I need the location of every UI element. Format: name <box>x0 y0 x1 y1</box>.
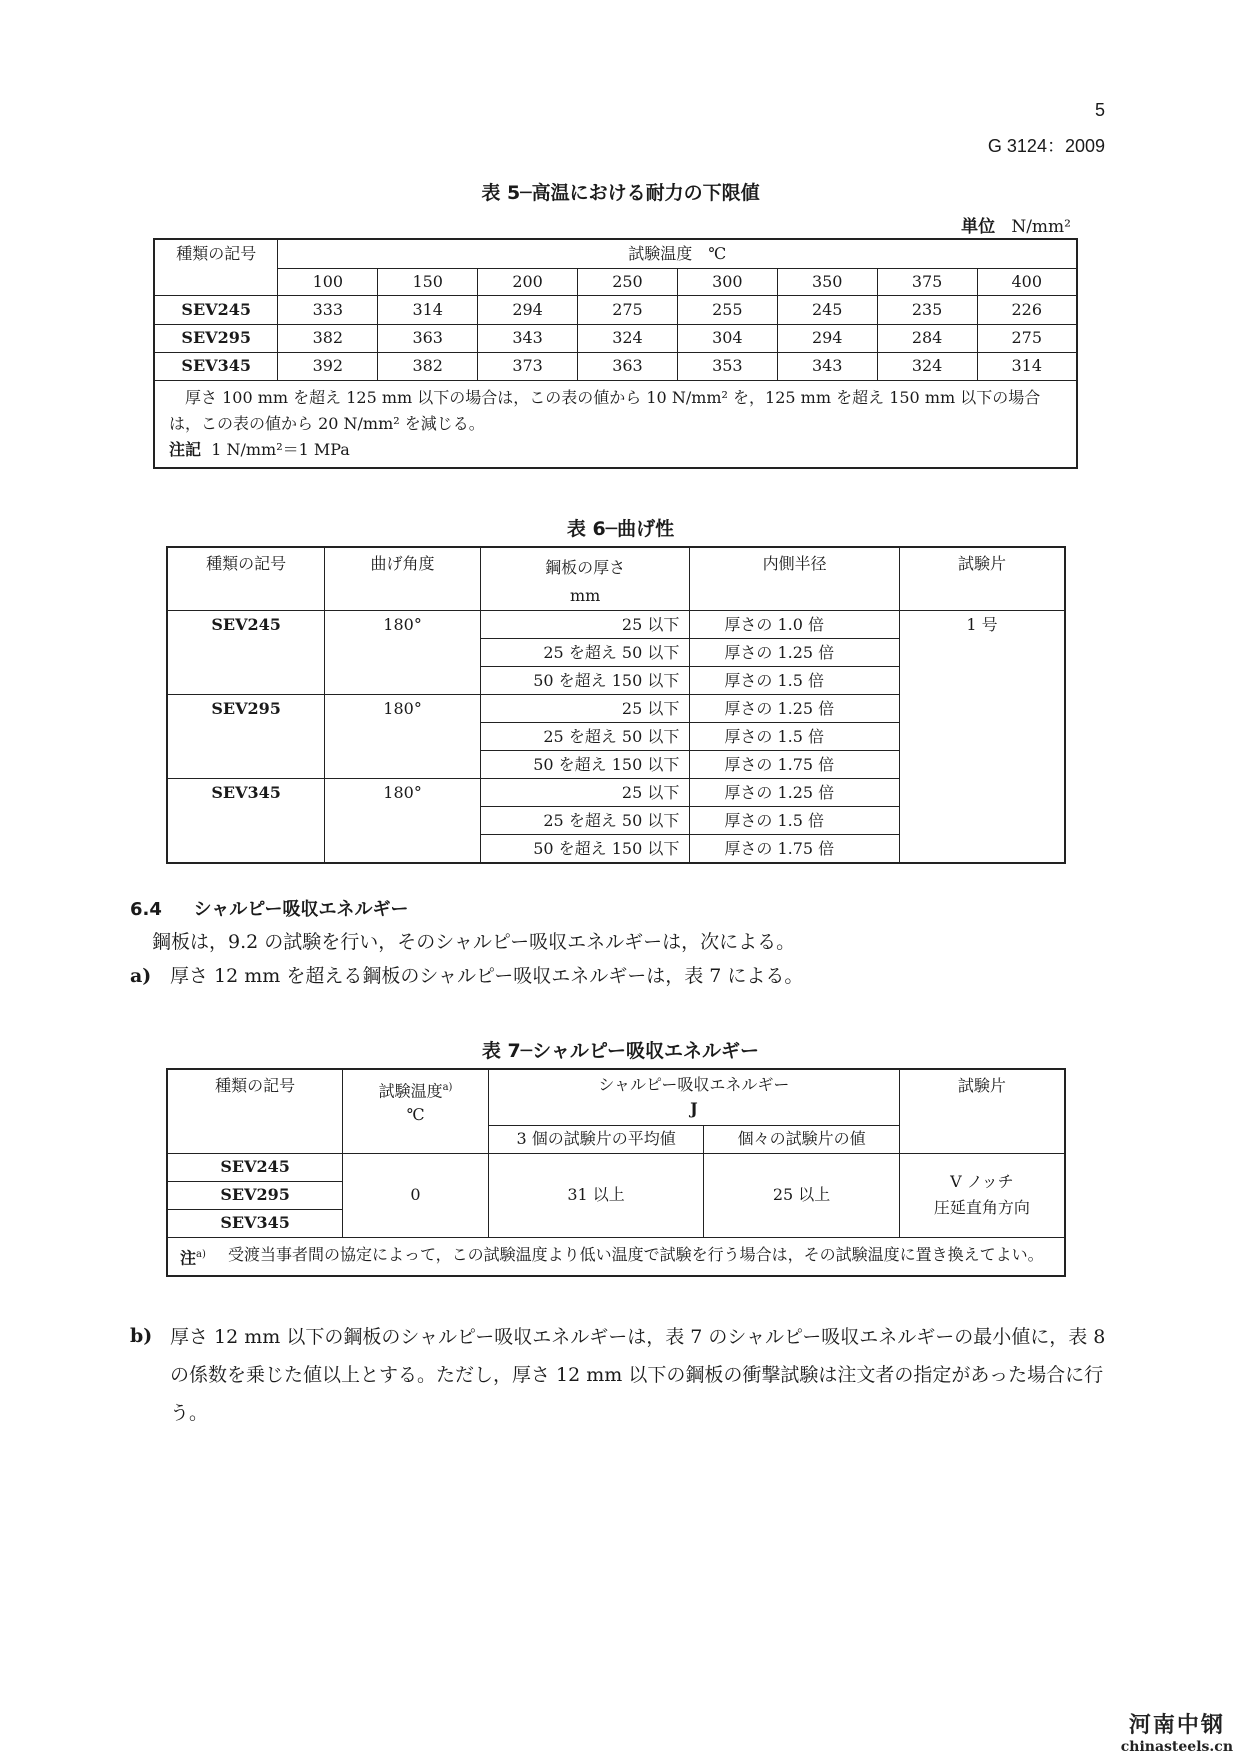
avg-value-cell: 31 以上 <box>488 1153 703 1237</box>
remark-text: 1 N/mm²＝1 MPa <box>211 439 350 459</box>
value-cell: 245 <box>777 295 877 324</box>
grade-cell: SEV345 <box>167 779 325 863</box>
table5-header-symbol: 種類の記号 <box>154 239 278 295</box>
table7-title: 表 7─シャルピー吸収エネルギー <box>481 1040 760 1062</box>
radius-cell: 厚さの 1.5 倍 <box>690 723 900 751</box>
value-cell: 294 <box>478 295 578 324</box>
value-cell: 392 <box>278 352 378 380</box>
value-cell: 343 <box>777 352 877 380</box>
table-row <box>154 295 1077 324</box>
table5-title: 表 5─高温における耐力の下限値 <box>481 182 760 204</box>
note-text: 受渡当事者間の協定によって，この試験温度より低い温度で試験を行う場合は，その試験温度に置き換えてよい。 <box>228 1244 1044 1264</box>
table5-temps-row <box>154 268 1077 295</box>
thickness-cell: 25 以下 <box>480 695 689 723</box>
thickness-cell: 25 以下 <box>480 779 689 807</box>
item-a-text: 厚さ 12 mm を超える鋼板のシャルピー吸収エネルギーは，表 7 による。 <box>170 965 804 987</box>
angle-cell: 180° <box>325 611 481 695</box>
item-a-label: a) <box>130 965 152 987</box>
grade-cell: SEV245 <box>167 1153 343 1181</box>
grade-cell: SEV245 <box>154 295 278 324</box>
table-row <box>167 611 1065 639</box>
item-b <box>130 1318 1110 1432</box>
thickness-cell: 25 を超え 50 以下 <box>480 807 689 835</box>
value-cell: 324 <box>578 324 678 352</box>
section-number: 6.4 <box>130 899 162 920</box>
table6-title: 表 6─曲げ性 <box>566 518 675 540</box>
table7-note-row <box>167 1237 1065 1276</box>
thickness-unit: mm <box>569 586 601 605</box>
specimen-value-cell <box>899 1153 1065 1237</box>
value-cell: 284 <box>877 324 977 352</box>
thickness-cell: 25 以下 <box>480 611 689 639</box>
thickness-cell: 50 を超え 150 以下 <box>480 835 689 863</box>
table5-unit <box>961 212 1071 237</box>
specimen-line1: V ノッチ <box>950 1172 1014 1191</box>
item-b-text: 厚さ 12 mm 以下の鋼板のシャルピー吸収エネルギーは，表 7 のシャルピー吸収エネルギーの最小値に，表 8 の係数を乗じた値以上とする。ただし，厚さ 12 mm 以下の鋼板の衝撃試験は注文者の指定があった場合に行う。 <box>170 1326 1106 1424</box>
table5-note-row <box>154 380 1077 468</box>
thickness-cell: 25 を超え 50 以下 <box>480 639 689 667</box>
temp-footnote-mark: a) <box>442 1082 453 1093</box>
table5-header-temp: 試験温度 ℃ <box>278 239 1077 268</box>
item-b-label: b) <box>130 1325 153 1347</box>
table5-remark <box>169 437 1062 463</box>
grade-cell: SEV295 <box>154 324 278 352</box>
table7-header-energy <box>488 1069 899 1125</box>
table7-header-specimen: 試験片 <box>899 1069 1065 1153</box>
value-cell: 275 <box>578 295 678 324</box>
angle-cell: 180° <box>325 779 481 863</box>
table-row <box>154 352 1077 380</box>
table7-note <box>180 1242 1050 1271</box>
temp-label: 試験温度 <box>378 1081 443 1101</box>
grade-cell: SEV295 <box>167 695 325 779</box>
energy-label: シャルピー吸収エネルギー <box>598 1075 790 1095</box>
table6-header-thickness <box>480 547 689 611</box>
remark-label: 注記 <box>169 439 202 459</box>
value-cell: 314 <box>977 352 1077 380</box>
thickness-label: 鋼板の厚さ <box>545 558 626 577</box>
note-label: 注 <box>180 1247 197 1267</box>
table5-note: 厚さ 100 mm を超え 125 mm 以下の場合は，この表の値から 10 N/mm² を，125 mm を超え 150 mm 以下の場合は，この表の値から 20 N/mm² を減じる。 <box>169 387 1041 433</box>
radius-cell: 厚さの 1.75 倍 <box>690 751 900 779</box>
table7-header-temp <box>343 1069 489 1153</box>
temp-cell: 350 <box>777 268 877 295</box>
radius-cell: 厚さの 1.75 倍 <box>690 835 900 863</box>
temp-cell: 300 <box>677 268 777 295</box>
value-cell: 304 <box>677 324 777 352</box>
value-cell: 353 <box>677 352 777 380</box>
table7-header-symbol: 種類の記号 <box>167 1069 343 1153</box>
temp-unit: ℃ <box>406 1105 425 1125</box>
value-cell: 226 <box>977 295 1077 324</box>
thickness-cell: 50 を超え 150 以下 <box>480 751 689 779</box>
watermark-logo-text: 河南中钢 <box>1128 1713 1225 1738</box>
radius-cell: 厚さの 1.5 倍 <box>690 667 900 695</box>
value-cell: 255 <box>677 295 777 324</box>
unit-label: 単位 <box>961 217 996 237</box>
item-a <box>130 958 803 994</box>
value-cell: 314 <box>378 295 478 324</box>
table7-header-indiv: 個々の試験片の値 <box>704 1125 900 1153</box>
value-cell: 373 <box>478 352 578 380</box>
table6-header-specimen: 試験片 <box>899 547 1065 611</box>
energy-unit: J <box>690 1099 698 1119</box>
temp-cell: 100 <box>278 268 378 295</box>
note-mark: a) <box>196 1248 206 1260</box>
grade-cell: SEV345 <box>154 352 278 380</box>
table7 <box>166 1068 1066 1277</box>
unit-value: N/mm² <box>1011 217 1071 237</box>
section-title: シャルピー吸収エネルギー <box>193 899 409 920</box>
value-cell: 333 <box>278 295 378 324</box>
table7-header-avg: 3 個の試験片の平均値 <box>488 1125 703 1153</box>
indiv-value-cell: 25 以上 <box>704 1153 900 1237</box>
specimen-line2: 圧延直角方向 <box>933 1198 1030 1217</box>
table-row <box>167 1153 1065 1181</box>
value-cell: 363 <box>378 324 478 352</box>
grade-cell: SEV345 <box>167 1209 343 1237</box>
page-number: 5 <box>1094 100 1105 120</box>
radius-cell: 厚さの 1.25 倍 <box>690 695 900 723</box>
watermark <box>1121 1708 1233 1755</box>
table6-header-symbol: 種類の記号 <box>167 547 325 611</box>
radius-cell: 厚さの 1.25 倍 <box>690 779 900 807</box>
table6-header-angle: 曲げ角度 <box>325 547 481 611</box>
table6-header-radius: 内側半径 <box>690 547 900 611</box>
value-cell: 382 <box>378 352 478 380</box>
thickness-cell: 50 を超え 150 以下 <box>480 667 689 695</box>
temp-cell: 200 <box>478 268 578 295</box>
watermark-url: chinasteels.cn <box>1120 1739 1233 1755</box>
temp-value-cell: 0 <box>343 1153 489 1237</box>
table6 <box>166 546 1066 864</box>
radius-cell: 厚さの 1.5 倍 <box>690 807 900 835</box>
radius-cell: 厚さの 1.25 倍 <box>690 639 900 667</box>
value-cell: 363 <box>578 352 678 380</box>
specimen-cell: 1 号 <box>899 611 1065 863</box>
temp-cell: 375 <box>877 268 977 295</box>
temp-cell: 400 <box>977 268 1077 295</box>
value-cell: 382 <box>278 324 378 352</box>
value-cell: 343 <box>478 324 578 352</box>
grade-cell: SEV295 <box>167 1181 343 1209</box>
temp-cell: 250 <box>578 268 678 295</box>
radius-cell: 厚さの 1.0 倍 <box>690 611 900 639</box>
grade-cell: SEV245 <box>167 611 325 695</box>
angle-cell: 180° <box>325 695 481 779</box>
section-intro: 鋼板は，9.2 の試験を行い，そのシャルピー吸収エネルギーは，次による。 <box>152 931 796 953</box>
value-cell: 294 <box>777 324 877 352</box>
value-cell: 235 <box>877 295 977 324</box>
table5 <box>153 238 1078 469</box>
thickness-cell: 25 を超え 50 以下 <box>480 723 689 751</box>
value-cell: 275 <box>977 324 1077 352</box>
section-heading <box>130 895 409 921</box>
temp-cell: 150 <box>378 268 478 295</box>
table-row <box>154 324 1077 352</box>
value-cell: 324 <box>877 352 977 380</box>
standard-code: G 3124：2009 <box>987 136 1105 156</box>
